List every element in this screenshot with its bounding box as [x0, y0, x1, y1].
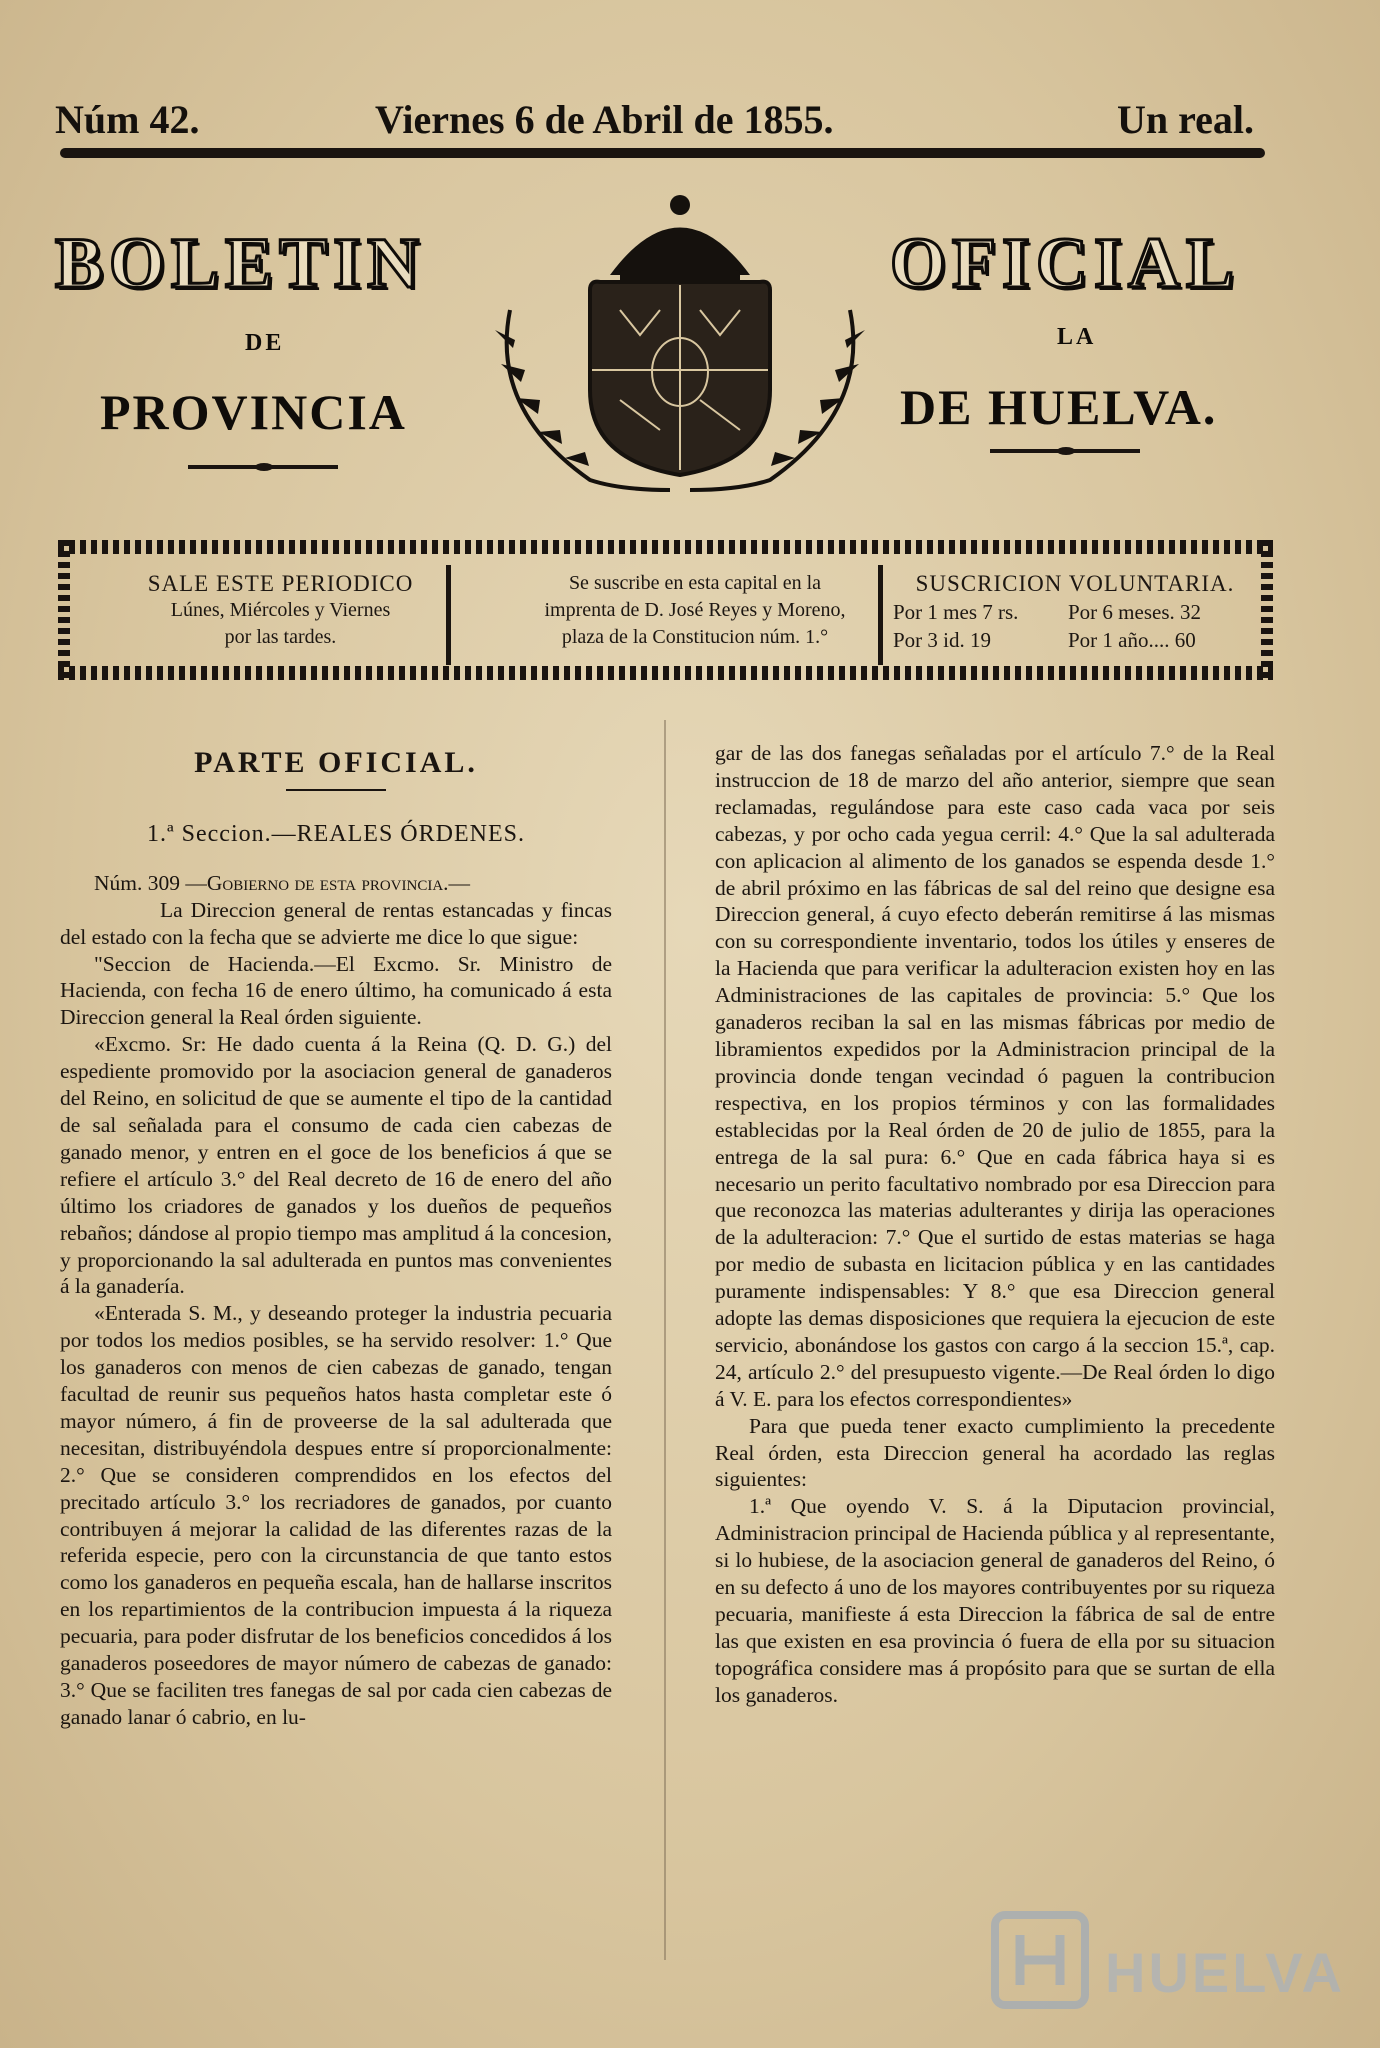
price-6-months: Por 6 meses. 32 — [1068, 600, 1201, 624]
subscription-box — [58, 540, 1273, 680]
parte-oficial-heading: PARTE OFICIAL. — [194, 746, 478, 779]
decree-number-line — [60, 870, 612, 897]
price-1-month: Por 1 mes 7 rs. — [893, 600, 1019, 624]
box-separator-1 — [446, 565, 451, 665]
issue-number: Núm 42. — [55, 97, 200, 142]
header-rule — [60, 148, 1265, 158]
masthead-de-huelva: DE HUELVA. — [900, 379, 1218, 435]
decree-number: Núm. 309 — — [94, 870, 207, 895]
issue-price: Un real. — [1117, 97, 1255, 142]
left-paragraph-2: "Seccion de Hacienda.—El Excmo. Sr. Ministro de Hacienda, con fecha 16 de enero último, ha comunicado á esta Direccion general la Real órden siguiente. — [60, 951, 612, 1030]
box-border-top — [58, 540, 1273, 554]
subscribe-line-3: plaza de la Constitucion núm. 1.° — [561, 626, 829, 648]
box-border-right — [1261, 540, 1273, 680]
issue-header — [55, 96, 1275, 146]
right-paragraph-1: gar de las dos fanegas señaladas por el artículo 7.° de la Real instruccion de 18 de marzo del año anterior, siempre que sean reclamadas, regulándose para este caso cada vaca por seis cabezas, y por ocho cada yegua cerril: 4.° Que la sal adulterada con aplicacion al alimento de los ganados se espenda desde 1.° de abril próximo en las fábricas de sal del reino que designe esa Direccion general, á cuyo efecto deberán remitirse á las mismas con su correspondiente inventario, todos los útiles y enseres de la Hacienda que para verificar la adulteracion existen hoy en las Administraciones de las capitales de provincia: 5.° Que los ganaderos reciban la sal en las mismas fábricas por medio de libramientos expedidos por la Administracion principal de la provincia donde tengan vecindad ó paguen la contribucion respectiva, en los propios términos y con las formalidades establecidas por la Real órden de 20 de julio de 1855, para la entrega de la sal pura: 6.° Que en cada fábrica haya si es necesario un perito facultativo nombrado por esa Direccion para que reconozca las materias adulterantes y dirija las operaciones de la adulteracion: 7.° Que el surtido de estas materias se haga por medio de subasta en licitacion pública y en las cantidades puramente indispensables: Y 8.° que esa Direccion general adopte las demas disposiciones que requiera la ejecucion de este servicio, abonándose los gastos con cargo á la seccion 15.ª, cap. 24, artículo 2.° del presupuesto vigente.—De Real órden lo digo á V. E. para los efectos correspondientes» — [715, 741, 1275, 1411]
watermark-logo-icon — [985, 1905, 1095, 2015]
schedule-time: por las tardes. — [224, 626, 337, 648]
masthead-la: LA — [1057, 324, 1097, 350]
left-paragraph-3: «Excmo. Sr: He dado cuenta á la Reina (Q. D. G.) del espediente promovido por la asociacion general de ganaderos del Reino, en solicitud de que se aumente el tipo de la cantidad de sal señalada para el consumo de cada cien cabezas de ganado menor, y entren en el goce de los beneficios á que se refiere el artículo 3.° del Real decreto de 16 de enero del año último los criadores de ganados y los dueños de pequeños rebaños; dándose al propio tiempo mas amplitud á la concesion, y proporcionando la sal adulterada en puntos mas convenientes á la ganadería. — [60, 1032, 612, 1299]
right-paragraph-2: Para que pueda tener exacto cumplimiento la precedente Real órden, esta Direccion general ha acordado las reglas siguientes: — [715, 1413, 1275, 1492]
watermark-text: HUELVA — [1105, 1941, 1345, 2004]
right-column — [715, 740, 1275, 1709]
masthead-provincia: PROVINCIA — [100, 384, 407, 440]
subscribe-line-1: Se suscribe en esta capital en la — [568, 572, 822, 594]
subscribe-line-2: imprenta de D. José Reyes y Moreno, — [544, 599, 846, 621]
issue-date: Viernes 6 de Abril de 1855. — [375, 97, 834, 142]
schedule-title: SALE ESTE PERIODICO — [147, 571, 414, 596]
masthead-boletin: BOLETIN — [55, 223, 426, 303]
left-column — [60, 740, 612, 1731]
box-separator-2 — [878, 565, 883, 665]
left-paragraph-1: La Direccion general de rentas estancadas y fincas del estado con la fecha que se advierte me dice lo que sigue: — [60, 897, 612, 949]
box-border-bottom — [58, 666, 1273, 680]
masthead-de: DE — [245, 330, 285, 356]
section-heading: 1.ª Seccion.—REALES ÓRDENES. — [147, 820, 525, 847]
masthead-ornament-dot-left — [255, 463, 273, 471]
heading-rule — [286, 789, 386, 791]
royal-coat-of-arms-icon — [470, 190, 890, 495]
decree-issuer: Gobierno de esta provincia.— — [206, 870, 471, 895]
schedule-days: Lúnes, Miércoles y Viernes — [170, 599, 391, 621]
schedule-column — [83, 570, 478, 651]
column-divider — [664, 720, 666, 1960]
prices-title: SUSCRICION VOLUNTARIA. — [915, 571, 1235, 596]
prices-column — [890, 570, 1260, 597]
box-border-left — [58, 540, 70, 680]
left-paragraph-4: «Enterada S. M., y deseando proteger la industria pecuaria por todos los medios posibles, se ha servido resolver: 1.° Que los ganaderos con menos de cien cabezas de ganado, tengan facultad de reunir sus pequeños hatos hasta completar este ó mayor número, á fin de proveerse de la sal adulterada que necesitan, distribuyéndola despues entre sí proporcionalmente: 2.° Que se consideren comprendidos en los efectos del precitado artículo 3.° los recriadores de ganados, por cuanto contribuyen á mejorar la calidad de las diferentes razas de la referida especie, pero con la circunstancia de que tanto estos como los ganaderos en pequeña escala, han de hallarse inscritos en los repartimientos de la contribucion impuesta á la riqueza pecuaria, para poder disfrutar de los beneficios concedidos á los ganaderos poseedores de mayor número de cabezas de ganado: 3.° Que se faciliten tres fanegas de sal por cada cien cabezas de ganado lanar ó cabrio, en lu- — [60, 1301, 612, 1729]
archive-watermark — [985, 1900, 1345, 2020]
right-paragraph-3: 1.ª Que oyendo V. S. á la Diputacion provincial, Administracion principal de Hacienda pública y al representante, si lo hubiese, de la asociacion general de ganaderos del Reino, ó en su defecto á uno de los mayores contribuyentes por su riqueza pecuaria, manifieste á esta Direccion la fábrica de sal de entre las que existen en esa provincia ó fuera de ella por su situacion topográfica considere mas á propósito para que se surtan de ella los ganaderos. — [715, 1494, 1275, 1707]
masthead-oficial: OFICIAL — [890, 223, 1241, 303]
price-3-months: Por 3 id. 19 — [893, 628, 992, 652]
masthead-ornament-dot-right — [1057, 447, 1075, 455]
subscribe-info-column — [460, 570, 930, 651]
price-1-year: Por 1 año.... 60 — [1068, 628, 1196, 652]
